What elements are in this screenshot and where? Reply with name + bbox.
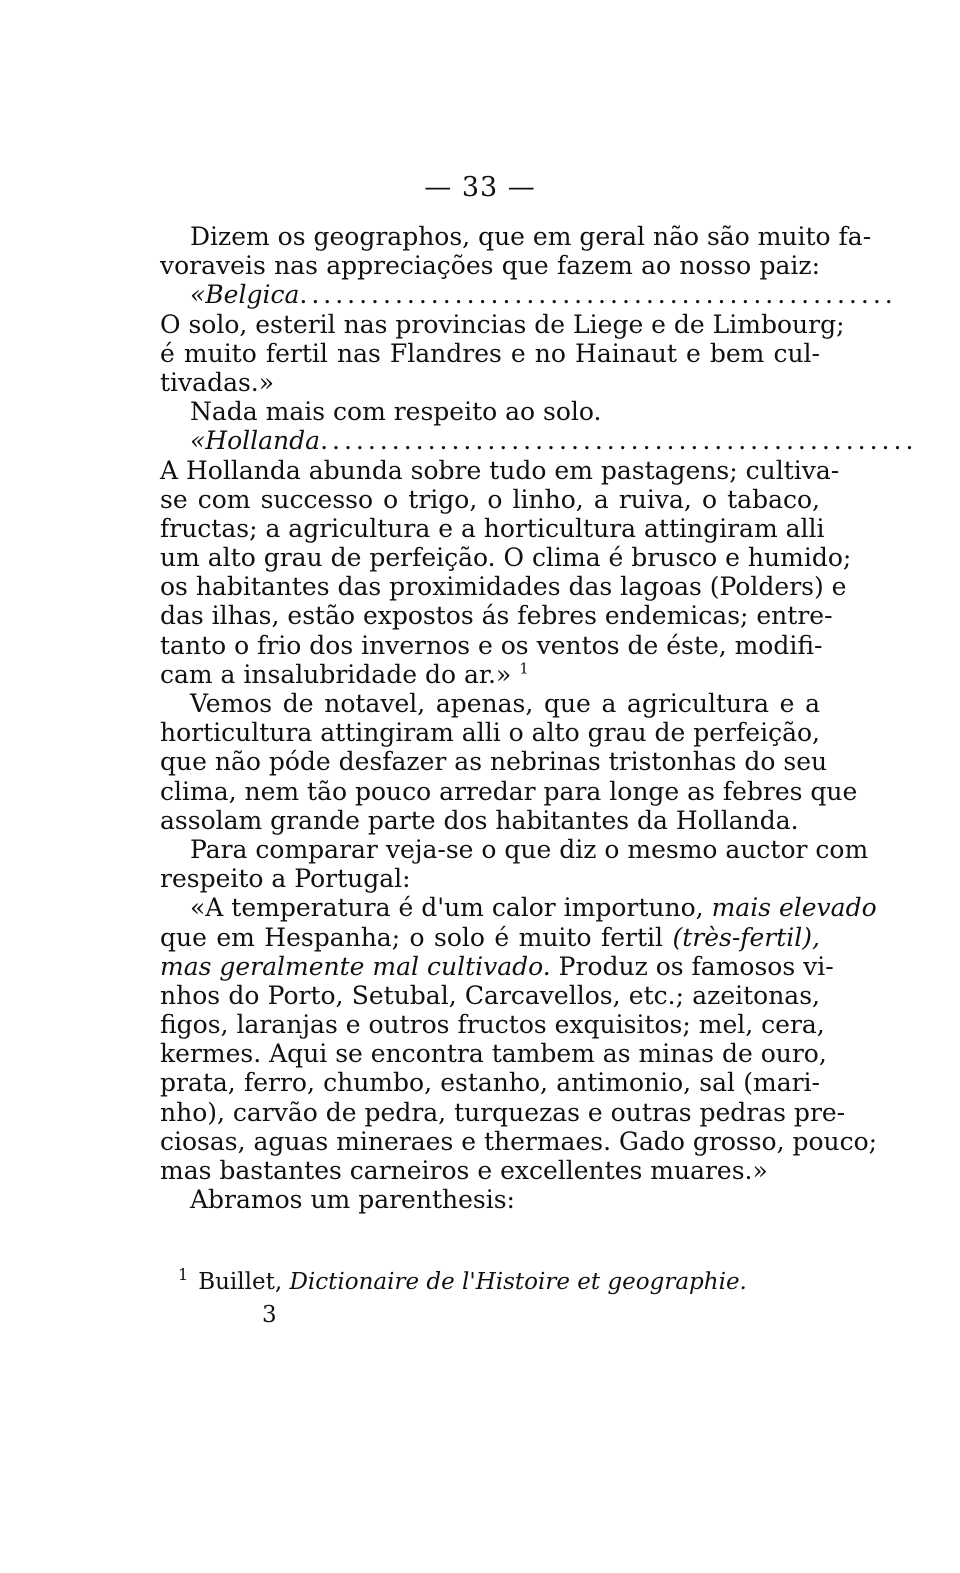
- text-line: que não póde desfazer as nebrinas tristonhas do seu: [160, 747, 828, 777]
- page-number: — 33 —: [424, 172, 536, 203]
- text-line: cam a insalubridade do ar.»: [160, 659, 512, 689]
- section-heading-hollanda: [160, 426, 918, 456]
- text-line: A Hollanda abunda sobre tudo em pastagens; cultiva-: [160, 455, 840, 485]
- text-line: um alto grau de perfeição. O clima é brusco e humido;: [160, 543, 852, 573]
- text-segment-italic: mais elevado: [711, 893, 877, 923]
- text-line-mixed: [160, 951, 834, 981]
- text-line: tivadas.»: [160, 367, 275, 397]
- text-line: se com successo o trigo, o linho, a ruiva, o tabaco,: [160, 484, 820, 514]
- footnote-author: Buillet,: [198, 1269, 283, 1295]
- text-line: Nada mais com respeito ao solo.: [190, 397, 602, 427]
- footnote-reference: 1: [519, 659, 529, 678]
- text-line: Para comparar veja-se o que diz o mesmo auctor com: [190, 834, 869, 864]
- text-line: horticultura attingiram alli o alto grau de perfeição,: [160, 718, 820, 748]
- text-line: clima, nem tão pouco arredar para longe as febres que: [160, 776, 858, 806]
- text-line: kermes. Aqui se encontra tambem as minas de ouro,: [160, 1039, 827, 1069]
- text-line: O solo, esteril nas provincias de Liege e de Limbourg;: [160, 309, 845, 339]
- text-line: das ilhas, estão expostos ás febres endemicas; entre-: [160, 601, 833, 631]
- text-line: nhos do Porto, Setubal, Carcavellos, etc.; azeitonas,: [160, 980, 820, 1010]
- text-line: mas bastantes carneiros e excellentes muares.»: [160, 1156, 768, 1185]
- text-line-with-footnote-ref: [160, 660, 820, 689]
- text-line: é muito fertil nas Flandres e no Hainaut e bem cul-: [160, 338, 820, 368]
- text-line: assolam grande parte dos habitantes da Hollanda.: [160, 805, 799, 835]
- text-line: fructas; a agricultura e a horticultura attingiram alli: [160, 513, 825, 543]
- text-line-mixed: [160, 923, 820, 952]
- footnote-mark: 1: [178, 1265, 189, 1285]
- text-line: Dizem os geographos, que em geral não são muito fa-: [190, 222, 872, 251]
- text-line: figos, laranjas e outros fructos exquisitos; mel, cera,: [160, 1010, 825, 1040]
- text-line: «Belgica: [190, 280, 300, 310]
- text-line: Vemos de notavel, apenas, que a agricultura e a: [190, 689, 820, 718]
- text-line: respeito a Portugal:: [160, 864, 411, 894]
- text-line: ciosas, aguas mineraes e thermaes. Gado grosso, pouco;: [160, 1126, 878, 1156]
- text-line: «Hollanda: [190, 426, 321, 456]
- text-segment-italic: mas geralmente mal cultivado.: [160, 951, 551, 981]
- text-line: prata, ferro, chumbo, estanho, antimonio, sal (mari-: [160, 1068, 820, 1098]
- footnote: [178, 1265, 747, 1295]
- text-line: nho), carvão de pedra, turquezas e outras pedras pre-: [160, 1097, 846, 1127]
- text-line: tanto o frio dos invernos e os ventos de éste, modifi-: [160, 630, 823, 660]
- text-segment-italic: (très-fertil),: [672, 922, 820, 952]
- dot-leader: ..................................................: [320, 426, 918, 456]
- text-segment: Produz os famosos vi-: [558, 951, 834, 981]
- text-segment: «A temperatura é d'um calor importuno,: [190, 893, 704, 923]
- body-text: [160, 222, 918, 1215]
- text-line: Abramos um parenthesis:: [190, 1185, 515, 1215]
- text-line-mixed: [160, 893, 877, 923]
- text-segment: que em Hespanha; o solo é muito fertil: [160, 922, 663, 952]
- signature-mark: 3: [262, 1302, 277, 1328]
- footnote-title: Dictionaire de l'Histoire et geographie.: [289, 1269, 747, 1295]
- text-line: os habitantes das proximidades das lagoas (Polders) e: [160, 572, 847, 602]
- dot-leader: ..................................................: [299, 280, 897, 310]
- section-heading-belgica: [160, 280, 897, 310]
- text-line: voraveis nas appreciações que fazem ao nosso paiz:: [160, 251, 820, 281]
